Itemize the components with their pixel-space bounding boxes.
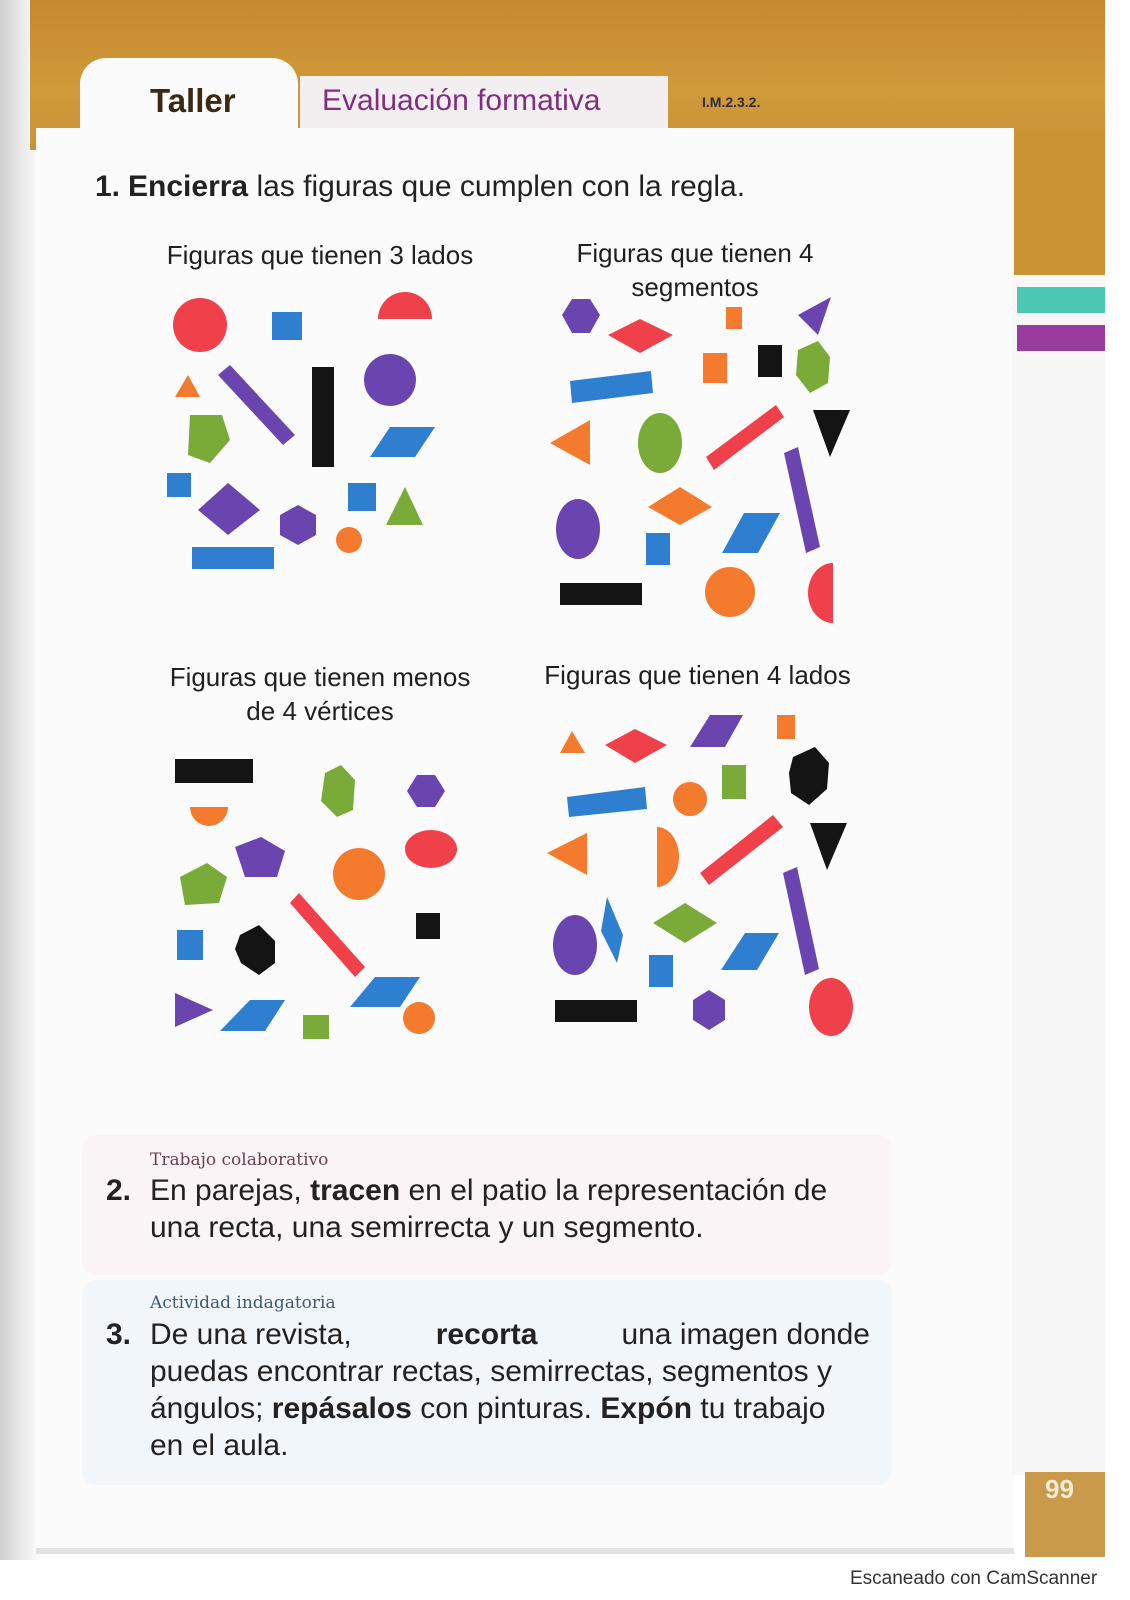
black-square — [416, 913, 440, 939]
tab-taller-label: Taller — [150, 82, 236, 119]
question-3-line1-b: una imagen donde — [621, 1318, 870, 1351]
purple-hexagon — [407, 775, 445, 807]
tab-evaluacion-label: Evaluación formativa — [322, 84, 601, 117]
red-bar — [290, 893, 365, 977]
blue-parallelogram — [350, 977, 420, 1007]
purple-triangle — [798, 297, 831, 335]
red-rhombus — [608, 319, 673, 353]
question-2-line1 — [150, 1172, 870, 1209]
blue-parallelogram-2 — [220, 1000, 285, 1031]
green-pentagon — [180, 863, 227, 905]
question-2-number: 2. — [106, 1174, 132, 1207]
group-label-menos-4-vertices — [150, 660, 490, 728]
purple-hexagon — [562, 299, 600, 333]
orange-triangle — [175, 375, 200, 397]
group-label-4-segmentos — [560, 236, 830, 304]
question-3 — [106, 1316, 870, 1464]
purple-hexagon — [280, 505, 316, 545]
ribbon-trabajo-colaborativo: Trabajo colaborativo — [150, 1150, 329, 1170]
question-2-part1: En parejas, — [150, 1174, 302, 1207]
page-number-box — [1025, 1472, 1105, 1557]
question-1-heading — [95, 170, 745, 204]
question-3-number: 3. — [106, 1318, 132, 1351]
question-1-text: las figuras que cumplen con la regla. — [256, 170, 746, 203]
question-3-line1 — [150, 1316, 870, 1353]
purple-bar — [218, 365, 295, 445]
green-hexagon — [321, 765, 355, 817]
red-ellipse — [405, 830, 457, 868]
blue-square — [272, 312, 302, 340]
orange-semicircle — [190, 807, 228, 826]
red-bar — [700, 815, 783, 885]
purple-ellipse — [553, 915, 597, 975]
black-triangle — [810, 823, 847, 870]
purple-triangle — [175, 993, 213, 1027]
orange-circle — [333, 848, 385, 900]
shape-group-4-segmentos — [548, 295, 868, 625]
teal-stripe — [1017, 287, 1105, 313]
black-triangle — [813, 410, 850, 457]
red-ellipse — [809, 978, 853, 1036]
blue-square — [177, 930, 203, 960]
black-square — [758, 345, 782, 377]
blue-parallelogram — [722, 513, 780, 553]
tab-taller — [80, 58, 298, 154]
black-bar — [555, 1000, 637, 1022]
question-2-verb: tracen — [310, 1174, 401, 1207]
question-3-line3-verb2: Expón — [600, 1392, 693, 1425]
green-hexagon — [796, 341, 830, 393]
shape-group-menos-4-vertices — [165, 755, 475, 1055]
black-bar — [175, 759, 253, 783]
blue-small-square — [167, 473, 191, 497]
question-1-verb: Encierra — [128, 170, 249, 203]
orange-triangle — [560, 731, 585, 753]
group-label-menos-4-vertices-line1: Figuras que tienen menos — [169, 662, 471, 692]
green-pentagon — [188, 415, 230, 463]
blue-rhombus — [601, 897, 623, 963]
group-label-4-segmentos-line2: segmentos — [631, 272, 759, 302]
black-bar — [560, 583, 642, 605]
question-3-line4: en el aula. — [150, 1429, 289, 1462]
scanner-watermark: Escaneado con CamScanner — [850, 1568, 1098, 1589]
header-band-right — [1012, 130, 1105, 280]
page-margin-right — [1012, 275, 1105, 1475]
orange-circle — [673, 782, 707, 816]
black-heptagon — [789, 747, 829, 805]
orange-circle — [705, 567, 755, 617]
tab-evaluacion — [300, 76, 668, 128]
page-number: 99 — [1045, 1474, 1074, 1504]
indicator-code: I.M.2.3.2. — [702, 94, 761, 110]
blue-rect — [646, 533, 670, 565]
purple-hexagon — [693, 990, 725, 1030]
red-circle — [173, 298, 227, 352]
red-half-disc — [808, 563, 833, 623]
green-triangle — [386, 487, 423, 525]
group-label-4-lados: Figuras que tienen 4 lados — [544, 660, 851, 690]
purple-stripe — [1017, 325, 1105, 351]
blue-bar — [567, 787, 647, 817]
shape-group-3-lados — [150, 285, 470, 595]
question-3-line1-a: De una revista, — [150, 1318, 352, 1351]
page-bottom-shadow — [36, 1548, 1014, 1554]
shape-group-4-lados — [545, 715, 865, 1060]
orange-triangle — [550, 420, 590, 465]
question-3-line3-a: ángulos; — [150, 1392, 264, 1425]
purple-parallelogram — [690, 715, 743, 747]
blue-bar — [192, 547, 274, 569]
orange-square — [703, 353, 727, 383]
purple-circle — [364, 354, 416, 406]
green-square — [303, 1015, 329, 1039]
ribbon-actividad-indagatoria: Actividad indagatoria — [150, 1293, 336, 1313]
question-1-number: 1. — [95, 170, 121, 203]
question-3-line3-c: tu trabajo — [700, 1392, 826, 1425]
purple-ellipse — [556, 499, 600, 559]
question-3-line2: puedas encontrar rectas, semirrectas, segmentos y — [150, 1355, 832, 1388]
purple-bar — [783, 867, 819, 975]
group-label-4-segmentos-line1: Figuras que tienen 4 — [576, 238, 814, 268]
blue-rect — [649, 955, 673, 987]
black-hexagon — [235, 925, 275, 975]
question-2 — [106, 1172, 870, 1246]
blue-bar — [570, 371, 653, 403]
question-3-line3-verb1: repásalos — [271, 1392, 412, 1425]
orange-small-rect — [726, 307, 742, 329]
orange-circle-small — [403, 1002, 435, 1034]
red-bar — [706, 405, 784, 470]
blue-parallelogram — [370, 427, 435, 457]
green-rhombus — [653, 903, 717, 943]
question-2-line2: una recta, una semirrecta y un segmento. — [150, 1211, 704, 1244]
red-rhombus — [605, 729, 667, 763]
green-ellipse — [638, 413, 682, 473]
orange-half-disc — [657, 827, 679, 887]
group-label-menos-4-vertices-line2: de 4 vértices — [246, 696, 394, 726]
question-2-part2: en el patio la representación de — [408, 1174, 828, 1207]
question-3-line1-verb: recorta — [435, 1318, 538, 1351]
group-label-3-lados: Figuras que tienen 3 lados — [166, 240, 474, 270]
purple-rhombus — [198, 483, 260, 535]
blue-square-2 — [348, 483, 376, 511]
blue-parallelogram — [721, 933, 779, 970]
purple-bar — [784, 447, 820, 553]
red-semicircle — [378, 292, 432, 319]
black-bar — [312, 367, 334, 467]
orange-circle — [336, 527, 362, 553]
orange-small-rect — [777, 715, 795, 739]
green-rect — [722, 765, 746, 799]
purple-pentagon — [235, 837, 285, 877]
orange-triangle-2 — [547, 833, 587, 875]
question-3-line3 — [150, 1390, 870, 1427]
orange-rhombus — [648, 487, 712, 525]
question-3-line3-b: con pinturas. — [420, 1392, 592, 1425]
